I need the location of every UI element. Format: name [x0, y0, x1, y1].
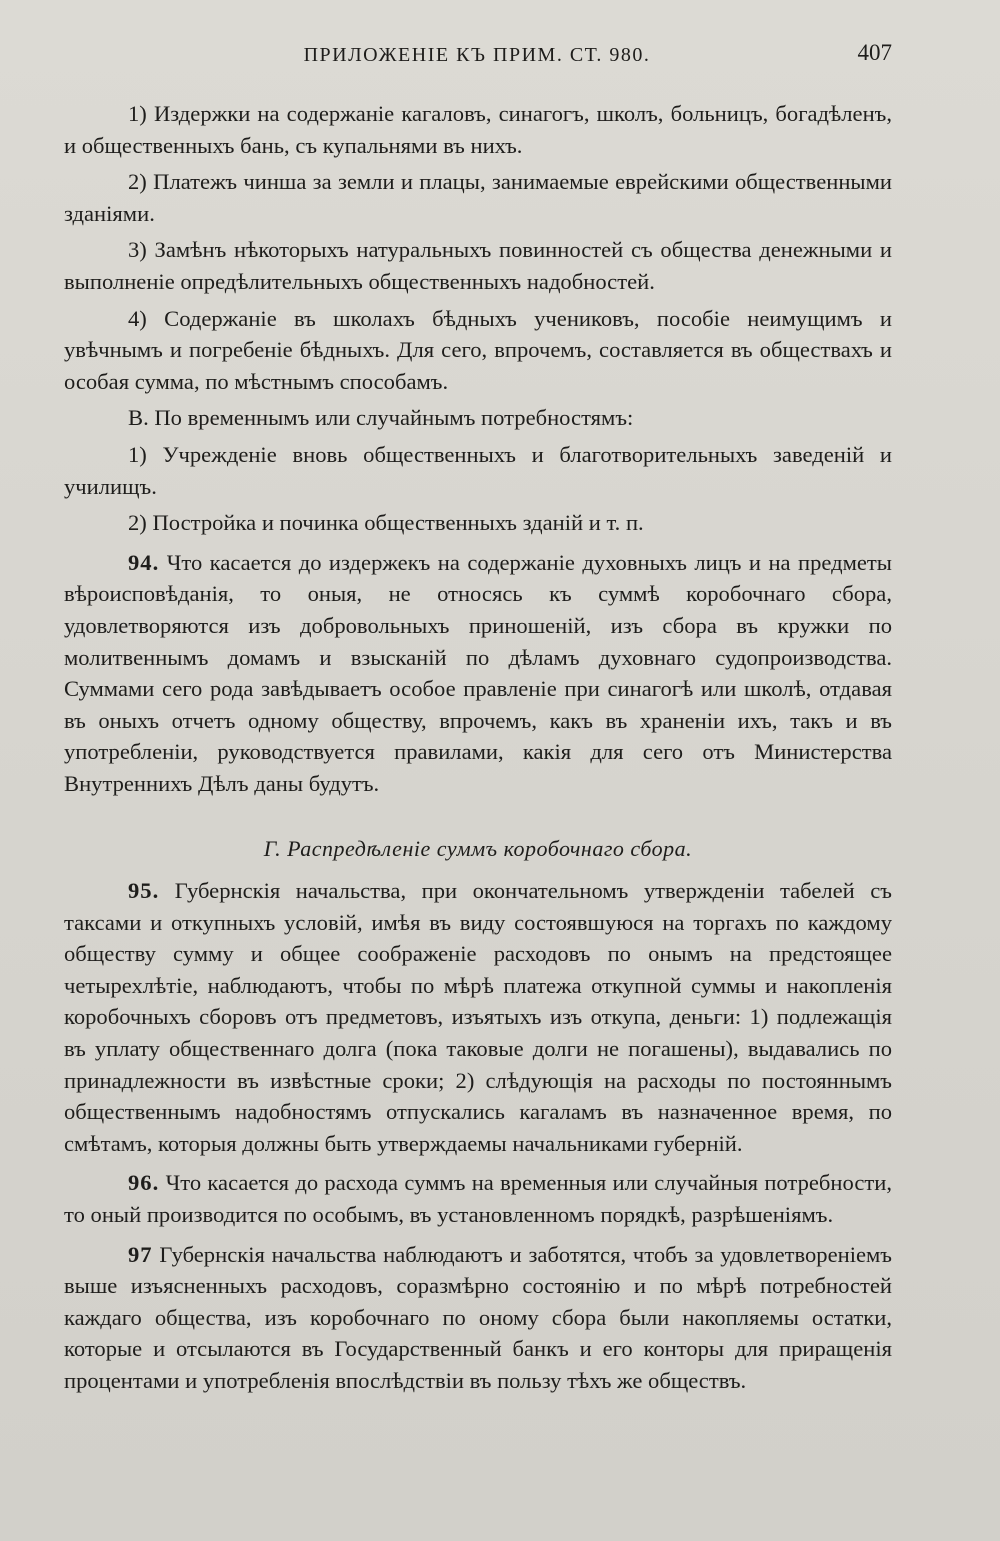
paragraph-item-2: 2) Платежъ чинша за земли и плацы, занимаемые еврейскими общественными зданіями. [64, 169, 892, 226]
article-95 [64, 875, 892, 1159]
text-body [64, 98, 892, 1397]
section-heading: Г. Распредѣленіе суммъ коробочнаго сбора. [263, 836, 693, 862]
article-97 [64, 1239, 892, 1397]
page-number: 407 [857, 40, 892, 65]
running-head [62, 38, 892, 78]
paragraph-item-1: 1) Издержки на содержаніе кагаловъ, синагогъ, школъ, больницъ, богадѣленъ, и общественныхъ бань, съ купальнями въ нихъ. [64, 101, 892, 158]
paragraph-item-3: 3) Замѣнъ нѣкоторыхъ натуральныхъ повинностей съ общества денежными и выполненіе опредѣлительныхъ общественныхъ надобностей. [64, 237, 892, 294]
article-97-text: Губернскія начальства наблюдаютъ и заботятся, чтобъ за удовлетвореніемъ выше изъясненныхъ расходовъ, соразмѣрно состоянію и по мѣрѣ потребностей каждаго общества, изъ коробочнаго по оному сбора были накопляемы остатки, которые и отсылаются въ Государственный банкъ и его конторы для приращенія процентами и употребленія впослѣдствіи въ пользу тѣхъ же обществъ. [64, 1241, 892, 1393]
article-94-text: Что касается до издержекъ на содержаніе духовныхъ лицъ и на предметы вѣроисповѣданія, то оныя, не относясь къ суммѣ коробочнаго сбора, удовлетворяются изъ добровольныхъ приношеній, изъ сбора въ кружки по молитвеннымъ домамъ и взысканій по дѣламъ духовнаго судопроизводства. Суммами сего рода завѣдываетъ особое правленіе при синагогѣ или школѣ, отдавая въ оныхъ отчетъ одному обществу, впрочемъ, какъ въ храненіи ихъ, такъ и въ употребленіи, руководствуется правилами, какія для сего отъ Министерства Внутреннихъ Дѣлъ даны будутъ. [64, 549, 892, 796]
article-96-number: 96. [128, 1170, 160, 1196]
article-95-text: Губернскія начальства, при окончательномъ утвержденіи табелей съ таксами и откупныхъ условій, имѣя въ виду состоявшуюся на торгахъ по каждому обществу сумму и общее соображеніе расходовъ по онымъ на предстоящее четырехлѣтіе, наблюдаютъ, чтобы по мѣрѣ платежа откупной суммы и накопленія коробочныхъ сборовъ отъ предметовъ, изъятыхъ изъ откупа, деньги: 1) подлежащія въ уплату общественнаго долга (пока таковые долги не погашены), выдавались по принадлежности въ извѣстные сроки; 2) слѣдующія на расходы по постояннымъ общественнымъ надобностямъ отпускались кагаламъ въ назначенное время, по смѣтамъ, которыя должны быть утверждаемы начальниками губерній. [64, 878, 892, 1156]
article-96 [64, 1167, 892, 1230]
running-title: ПРИЛОЖЕНІЕ КЪ ПРИМ. СТ. 980. [303, 44, 651, 66]
paragraph-item-4: 4) Содержаніе въ школахъ бѣдныхъ учениковъ, пособіе неимущимъ и увѣчнымъ и погребеніе бѣдныхъ. Для сего, впрочемъ, составляется въ обществахъ и особая сумма, по мѣстнымъ способамъ. [64, 305, 892, 394]
article-94-number: 94. [128, 549, 160, 575]
paragraph-item-v2: 2) Постройка и починка общественныхъ зданій и т. п. [128, 510, 644, 536]
article-96-text: Что касается до расхода суммъ на временныя или случайныя потребности, то оный производится по особымъ, въ установленномъ порядкѣ, разрѣшеніямъ. [64, 1170, 892, 1227]
paragraph-item-v1: 1) Учрежденіе вновь общественныхъ и благотворительныхъ заведеній и училищъ. [64, 441, 892, 499]
article-95-number: 95. [128, 878, 160, 904]
paragraph-section-v: В. По временнымъ или случайнымъ потребностямъ: [128, 405, 634, 431]
article-97-number: 97 [128, 1241, 153, 1267]
article-94 [64, 547, 892, 800]
